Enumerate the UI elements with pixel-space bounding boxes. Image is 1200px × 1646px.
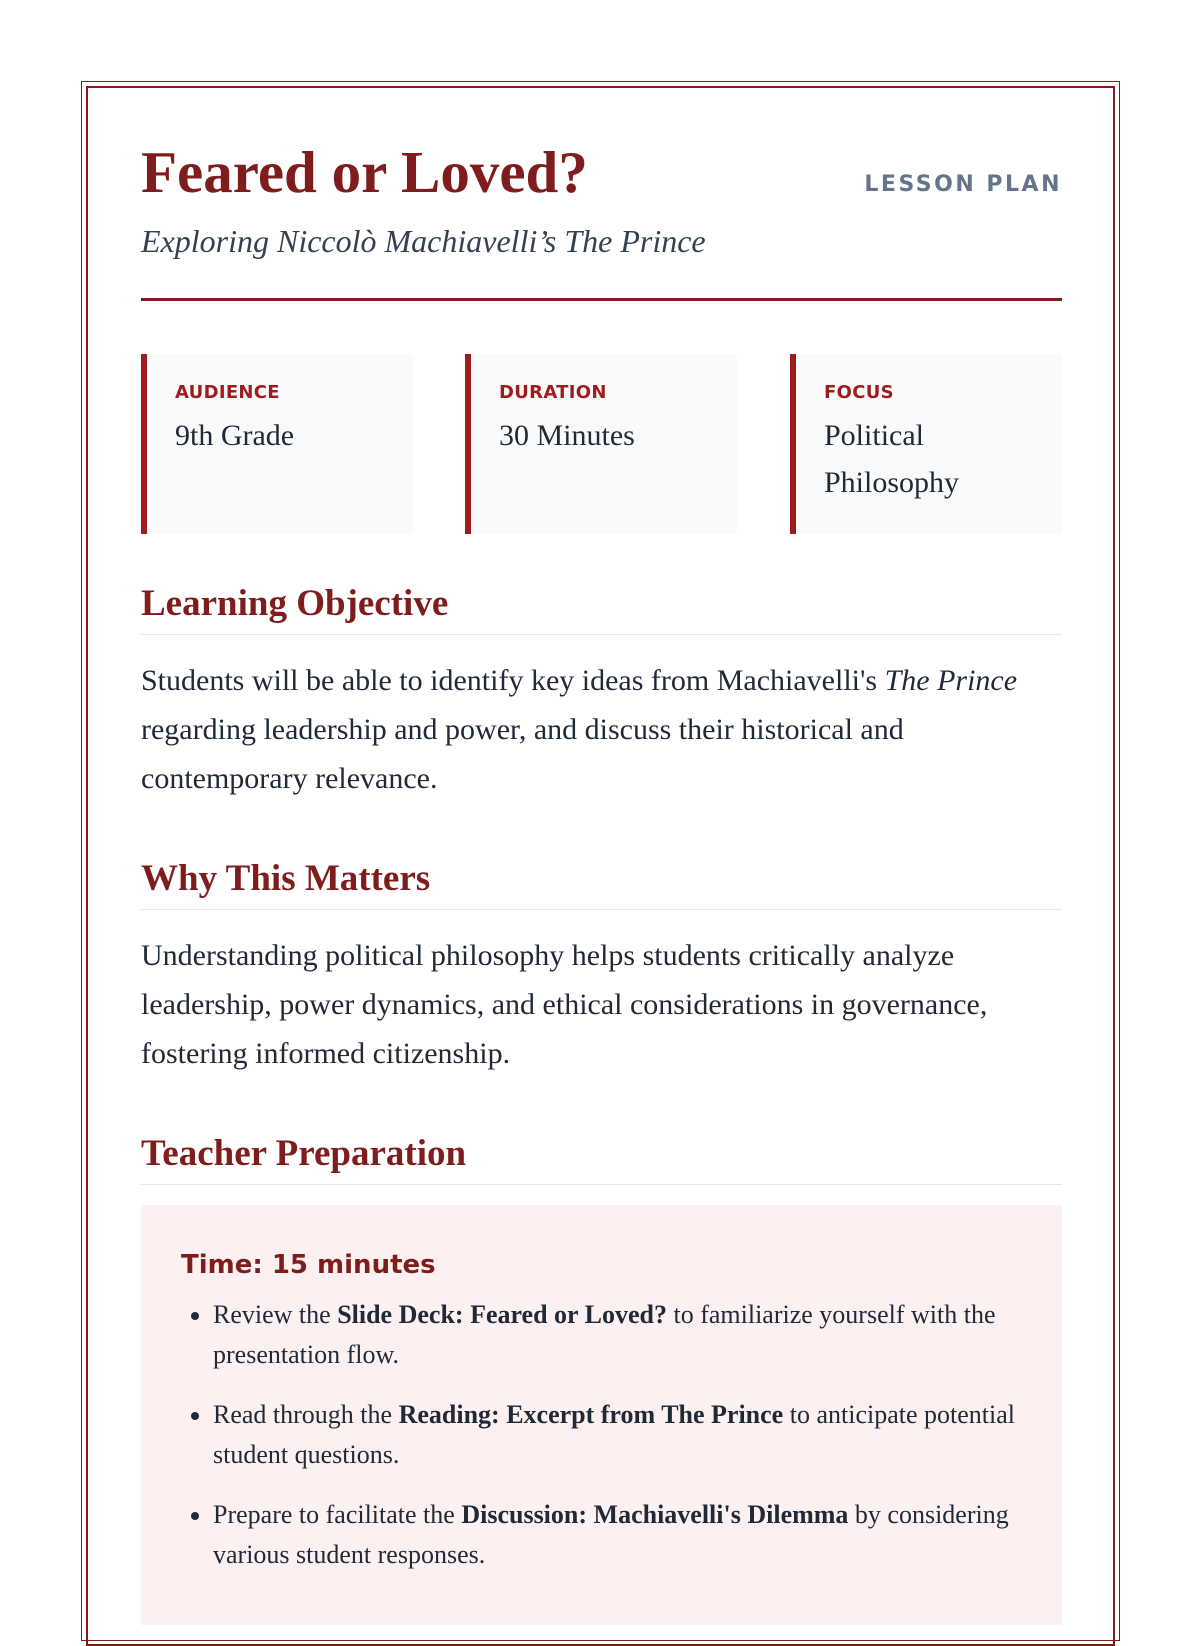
resource-link: Reading: Excerpt from The Prince <box>398 1400 784 1429</box>
item-text: Prepare to facilitate the <box>213 1500 462 1529</box>
why-text: Understanding political philosophy helps students critically analyze leadership, power dynamics, and ethical considerations in governance, fostering informed citizenship. <box>141 939 988 1070</box>
objective-text-start: Students will be able to identify key ideas from Machiavelli's <box>141 664 885 697</box>
list-item <box>213 1495 1022 1575</box>
card-label: AUDIENCE <box>175 382 280 403</box>
item-text: to familiarize yourself with the presentation flow. <box>213 1300 996 1369</box>
header <box>141 130 1062 301</box>
card-label: FOCUS <box>824 382 894 403</box>
prep-list <box>181 1295 1022 1575</box>
duration-card <box>465 354 737 534</box>
card-value: 9th Grade <box>175 419 295 452</box>
item-text: by considering various student responses. <box>213 1500 1009 1569</box>
meta-cards <box>141 354 1062 534</box>
page-subtitle: Exploring Niccolò Machiavelli’s The Prince <box>141 223 706 259</box>
page-title: Feared or Loved? <box>141 139 588 205</box>
item-text: to anticipate potential student questions. <box>213 1400 1015 1469</box>
book-title: The Prince <box>884 664 1018 697</box>
item-text: Read through the <box>213 1400 399 1429</box>
list-item <box>213 1295 1022 1375</box>
objective-text <box>141 656 1062 803</box>
doc-type-tag: LESSON PLAN <box>864 172 1062 197</box>
card-label: DURATION <box>499 382 607 403</box>
prep-box <box>141 1205 1062 1625</box>
focus-card <box>790 354 1062 534</box>
resource-link: Discussion: Machiavelli's Dilemma <box>461 1500 849 1529</box>
prep-time: Time: 15 minutes <box>181 1250 436 1280</box>
audience-card <box>141 354 413 534</box>
lesson-plan <box>141 130 1062 1569</box>
card-value: 30 Minutes <box>499 419 635 452</box>
why-section <box>141 855 1062 1078</box>
objective-text-end: regarding leadership and power, and discuss their historical and contemporary relevance. <box>141 713 904 795</box>
card-value: Political Philosophy <box>824 419 960 499</box>
section-heading: Why This Matters <box>141 855 1062 910</box>
list-item <box>213 1395 1022 1475</box>
item-text: Review the <box>213 1300 338 1329</box>
resource-link: Slide Deck: Feared or Loved? <box>337 1300 667 1329</box>
prep-section <box>141 1130 1062 1625</box>
section-heading: Learning Objective <box>141 580 1062 635</box>
section-heading: Teacher Preparation <box>141 1130 1062 1185</box>
objective-section <box>141 580 1062 803</box>
